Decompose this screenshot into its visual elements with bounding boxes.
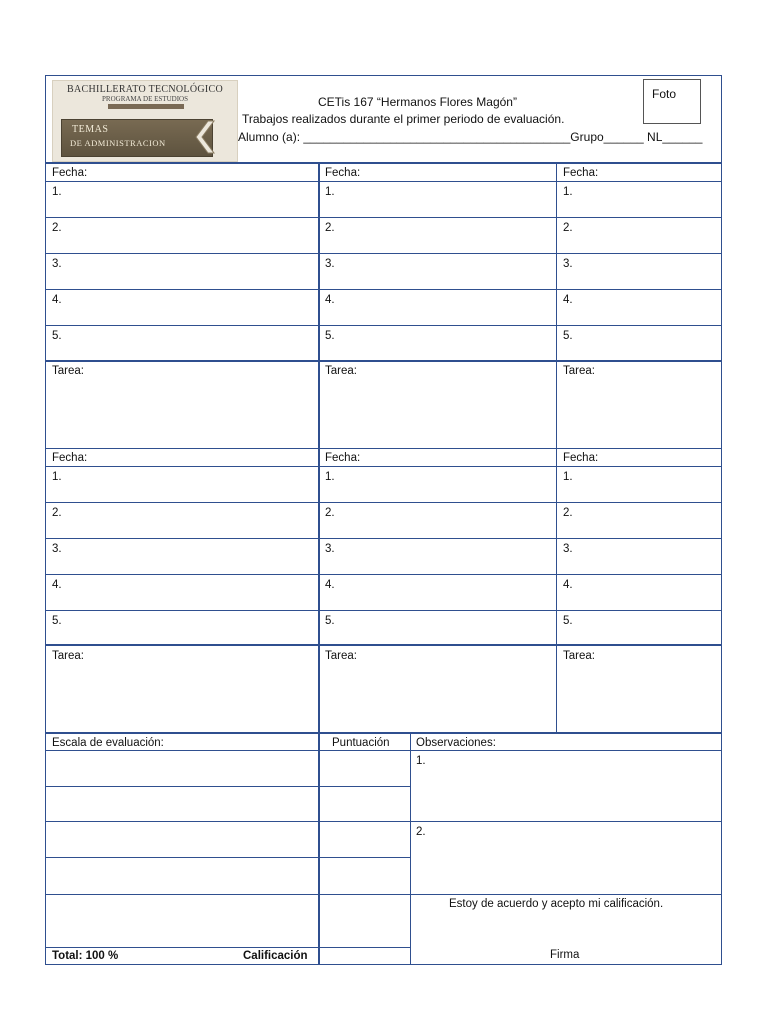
row-line [46,253,721,254]
item-label: 1. [325,186,335,198]
row-line [46,448,721,449]
eval-header-line [46,750,721,751]
agreement-text: Estoy de acuerdo y acepto mi calificación. [449,898,664,910]
item-label: 4. [325,294,335,306]
scale-label: Escala de evaluación: [52,737,164,749]
eval-row-line [46,786,410,787]
logo-subtitle: PROGRAMA DE ESTUDIOS [102,95,188,103]
date-label: Fecha: [325,167,361,179]
date-label: Fecha: [52,167,88,179]
period-description: Trabajos realizados durante el primer periodo de evaluación. [242,112,565,126]
row-line [46,502,721,503]
signature-label: Firma [550,949,580,961]
item-label: 5. [52,615,62,627]
school-name: CETis 167 “Hermanos Flores Magón” [318,95,517,109]
item-label: 5. [563,330,573,342]
item-label: 3. [563,258,573,270]
task-label: Tarea: [563,365,595,377]
logo-band-line1: TEMAS [72,124,109,135]
item-label: 5. [563,615,573,627]
item-label: 2. [325,507,335,519]
total-label: Total: 100 % [52,950,119,962]
row-line [46,732,721,734]
item-label: 1. [563,186,573,198]
photo-box [643,79,701,124]
row-line [46,360,721,362]
date-label: Fecha: [563,452,599,464]
program-logo [52,80,238,162]
row-line [46,217,721,218]
header-divider [46,162,721,164]
observations-label: Observaciones: [416,737,496,749]
student-line[interactable]: Alumno (a): ________________________________________Grupo______ NL______ [238,130,703,144]
logo-title: BACHILLERATO TECNOLÓGICO [67,84,223,95]
date-label: Fecha: [52,452,88,464]
row-line [46,538,721,539]
logo-band-line2: DE ADMINISTRACION [70,138,166,148]
task-label: Tarea: [325,365,357,377]
row-line [46,466,721,467]
chevron-left-icon [188,119,216,155]
photo-label: Foto [652,87,677,101]
evaluation-sheet [45,75,722,965]
task-label: Tarea: [325,650,357,662]
row-line [46,610,721,611]
item-label: 2. [563,222,573,234]
task-label: Tarea: [52,365,84,377]
item-label: 3. [325,258,335,270]
item-label: 3. [325,543,335,555]
item-label: 3. [563,543,573,555]
item-label: 2. [563,507,573,519]
item-label: 2. [52,222,62,234]
row-line [46,325,721,326]
scale-divider [318,733,320,964]
score-label: Puntuación [332,737,390,749]
item-label: 3. [52,543,62,555]
item-label: 1. [52,186,62,198]
logo-strip [108,104,184,109]
item-label: 5. [325,330,335,342]
item-label: 4. [563,579,573,591]
eval-row-line [46,947,410,948]
item-label: 3. [52,258,62,270]
item-label: 1. [563,471,573,483]
item-label: 5. [325,615,335,627]
grade-label: Calificación [243,950,308,962]
row-line [46,289,721,290]
task-label: Tarea: [52,650,84,662]
observation-item: 2. [416,826,426,838]
date-label: Fecha: [563,167,599,179]
item-label: 4. [325,579,335,591]
item-label: 1. [325,471,335,483]
eval-row-line [46,894,721,895]
eval-row-line [46,821,721,822]
eval-row-line [46,857,410,858]
item-label: 5. [52,330,62,342]
item-label: 4. [52,294,62,306]
task-label: Tarea: [563,650,595,662]
row-line [46,644,721,646]
observation-item: 1. [416,755,426,767]
item-label: 4. [52,579,62,591]
item-label: 1. [52,471,62,483]
date-label: Fecha: [325,452,361,464]
item-label: 2. [52,507,62,519]
item-label: 4. [563,294,573,306]
item-label: 2. [325,222,335,234]
score-divider [410,733,411,964]
row-line [46,574,721,575]
row-line [46,181,721,182]
